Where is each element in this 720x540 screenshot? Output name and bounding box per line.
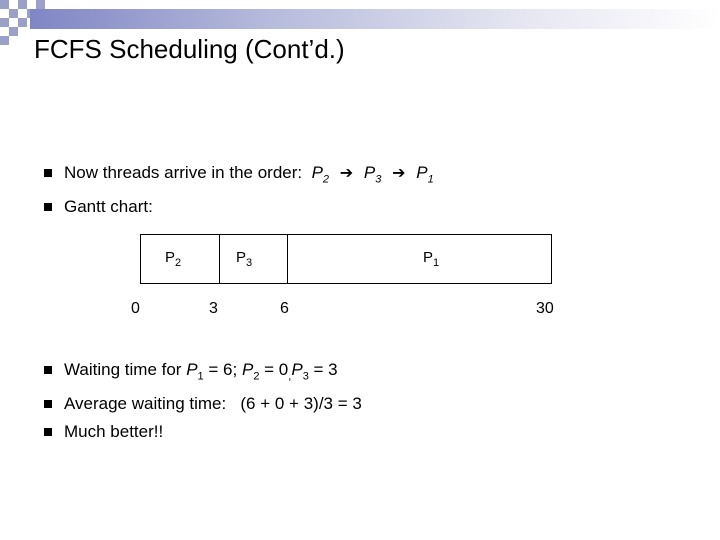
gantt-chart	[140, 234, 552, 284]
gantt-segment-p3: $P_3$	[236, 249, 253, 269]
square-bullet-icon	[44, 169, 52, 177]
gantt-tick-6: 6	[280, 300, 289, 317]
gantt-tick-30: 30	[536, 300, 554, 317]
gantt-divider	[287, 235, 288, 283]
bullet-gantt-label: Gantt chart:	[44, 193, 434, 221]
arrow-right-icon: ➔	[339, 165, 354, 182]
bullet-much-better: Much better!!	[44, 418, 362, 446]
gantt-tick-0: 0	[131, 300, 140, 317]
bullet-waiting-time: Waiting time for $P_1 = 6$; $P_2 = 0_,P_3 = 3$	[44, 356, 362, 390]
gantt-divider	[219, 235, 220, 283]
top-bullet-list	[44, 159, 434, 221]
square-bullet-icon	[44, 400, 52, 408]
square-bullet-icon	[44, 428, 52, 436]
square-bullet-icon	[44, 203, 52, 211]
gantt-segment-p1: $P_1$	[423, 249, 440, 269]
slide-title: FCFS Scheduling (Cont’d.)	[34, 34, 353, 65]
bullet-average-waiting: Average waiting time: (6 + 0 + 3)/3 = 3	[44, 390, 362, 418]
square-bullet-icon	[44, 366, 52, 374]
header-gradient-bar	[30, 9, 720, 29]
gantt-tick-3: 3	[209, 300, 218, 317]
arrival-prefix: Now threads arrive in the order:	[64, 163, 303, 182]
process-p2: $P_2$	[311, 163, 330, 186]
process-p1: $P_1$	[416, 163, 434, 186]
gantt-segment-p2: $P_2$	[165, 249, 182, 269]
process-p3: $P_3$	[363, 163, 382, 186]
bottom-bullet-list	[44, 356, 362, 446]
bullet-arrival-order	[44, 159, 434, 193]
arrow-right-icon: ➔	[392, 165, 406, 182]
